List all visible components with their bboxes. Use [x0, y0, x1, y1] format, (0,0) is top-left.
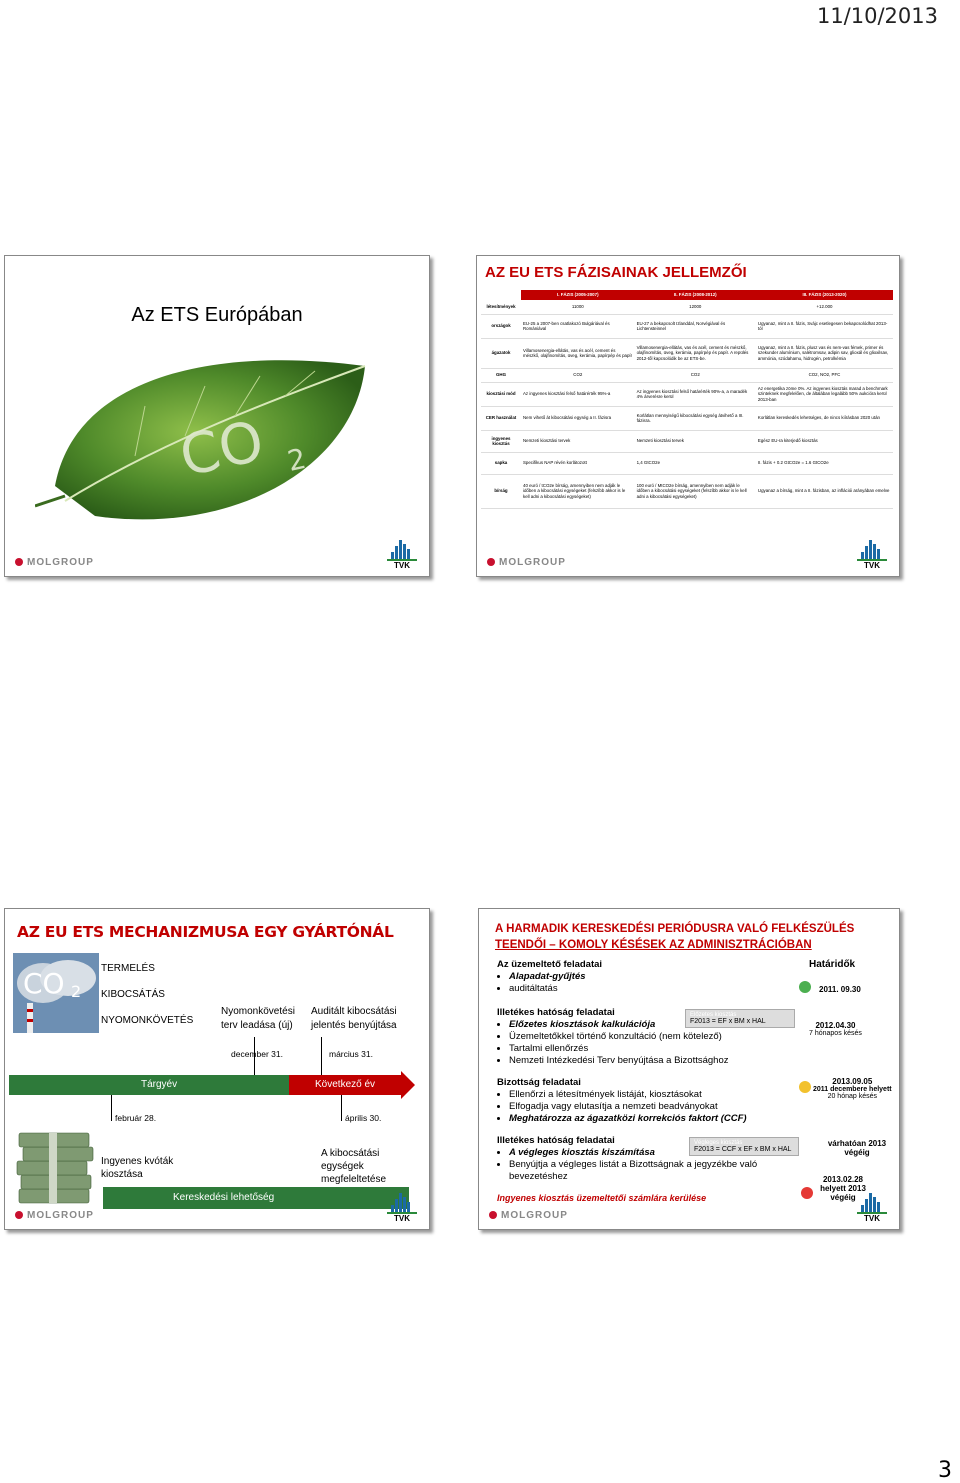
audited-report-label: Auditált kibocsátási jelentés benyújtása — [311, 1006, 397, 1031]
table-row: GHG CO2 CO2 CO2, NO2, PFC — [481, 368, 893, 382]
leaf-co2-image — [35, 336, 395, 536]
deadline-5: 2013.02.28 helyett 2013 végéig — [820, 1175, 866, 1202]
preliminary-formula-box: Előzetes kiosztás F2013 = EF x BM x HAL — [685, 1009, 795, 1028]
deadline-2: 2012.04.30 7 hónapos késés — [809, 1021, 862, 1037]
step-production: TERMELÉS — [101, 963, 155, 974]
section-authority-1: Illetékes hatóság feladatai • Előzetes kiosztások kalkulációja • Üzemeltetőkkel történő konzultáció (nem kötelező) • Tartalmi ellenőrzés • Nemzeti Intézkedési Terv benyújtása a Bizottsághoz — [497, 1007, 729, 1067]
phases-table — [481, 290, 893, 509]
svg-text:2: 2 — [71, 982, 82, 1001]
final-step: Ingyenes kiosztás üzemeltetői számlára kerülése — [497, 1193, 707, 1203]
deadline-4: várhatóan 2013 végéig — [827, 1139, 887, 1157]
svg-text:2: 2 — [284, 441, 309, 478]
free-allocation-label: Ingyenes kvóták kiosztása — [101, 1156, 174, 1180]
mol-logo: MOLGROUP — [487, 557, 566, 568]
table-header-empty — [481, 290, 521, 300]
section-commission: Bizottság feladatai • Ellenőrzi a létesítmények listáját, kiosztásokat • Elfogadja vagy elutasítja a nemzeti beadványokat • Meghatározza az ágazatközi korrekciós faktort (CCF) — [497, 1077, 747, 1125]
smiley-yellow-icon — [799, 1081, 811, 1093]
table-row: országok EU-25 a 2007-ben csatlakozó Bulgáriával és Romániával EU-27 a bekapcsolt Izlanddal, Norvégiával és Lichtensteinnel Ugyanaz, mint a II. fázis, Svájc esetlegesen bekapcsolódhat 2013-tól — [481, 314, 893, 338]
step-monitoring: NYOMONKÖVETÉS — [101, 1015, 194, 1026]
date-mar31: március 31. — [329, 1049, 373, 1059]
final-formula-box: Végleges kiosztás F2013 = CCF x EF x BM x HAL — [689, 1137, 799, 1156]
slide-title: A HARMADIK KERESKEDÉSI PERIÓDUSRA VALÓ FELKÉSZÜLÉS TEENDŐI – KOMOLY KÉSÉSEK AZ ADMINISZTRÁCIÓBAN — [495, 923, 855, 952]
table-header: I. FÁZIS (2005-2007) — [521, 290, 635, 300]
svg-text:CO: CO — [174, 408, 270, 490]
svg-text:CO: CO — [23, 967, 65, 1000]
table-header: II. FÁZIS (2008-2012) — [635, 290, 756, 300]
deadline-3: 2013.09.05 2011 decembere helyett 20 hónap késés — [813, 1077, 892, 1100]
tvk-logo: TVK — [387, 540, 417, 570]
mol-logo: MOLGROUP — [489, 1210, 568, 1221]
header-date: 11/10/2013 — [816, 4, 938, 28]
slide-ets-phases — [476, 255, 900, 577]
next-year-label: Következő év — [315, 1079, 376, 1090]
section-operator: Az üzemeltető feladatai • Alapadat-gyűjtés • auditáltatás — [497, 959, 602, 995]
smiley-green-icon — [799, 981, 811, 993]
monitoring-plan-label: Nyomonkövetési terv leadása (új) — [221, 1006, 295, 1031]
step-emission: KIBOCSÁTÁS — [101, 989, 165, 1000]
table-row: kiosztási mód Az ingyenes kiosztási felső határérték 95%-a Az ingyenes kiosztási felső határérték 90%-a, a maradék 4% árverésre kerül Az energetika zöme 0%. Az ingyenes kiosztás marad a benchmark szinteknek megfelelően, de általában legalább 50% aukcióra kerül 2013-ban — [481, 382, 893, 406]
date-apr30: április 30. — [345, 1113, 382, 1123]
mol-logo: MOLGROUP — [15, 1210, 94, 1221]
slide-ets-europe — [4, 255, 430, 577]
slide-ets-mechanism — [4, 908, 430, 1230]
date-dec31: december 31. — [231, 1049, 283, 1059]
deadline-1: 2011. 09.30 — [819, 985, 861, 994]
mol-logo: MOLGROUP — [15, 557, 94, 568]
smokestack-co2-image — [13, 953, 99, 1033]
section-authority-2: Illetékes hatóság feladatai • A végleges kiosztás kiszámítása • Benyújtja a végleges listát a Bizottságnak a jegyzékbe való bevezetéshez — [497, 1135, 777, 1183]
slide-title: AZ EU ETS FÁZISAINAK JELLEMZŐI — [485, 264, 747, 281]
date-feb28: február 28. — [115, 1113, 157, 1123]
tvk-logo: TVK — [857, 540, 887, 570]
money-stack-image — [15, 1129, 97, 1213]
current-year-label: Tárgyév — [141, 1079, 178, 1090]
page-number: 3 — [938, 1458, 952, 1483]
slide-title: AZ EU ETS MECHANIZMUSA EGY GYÁRTÓNÁL — [17, 923, 394, 941]
deadlines-header: Határidők — [809, 959, 856, 970]
smiley-red-icon — [801, 1187, 813, 1199]
table-header: III. FÁZIS (2013-2020) — [756, 290, 893, 300]
table-row: ingyenes kiosztás Nemzeti kiosztási tervek Nemzeti kiosztási tervek Egész EU-ra kiterjedő kiosztás — [481, 430, 893, 452]
table-row: sapka Specifikus NAP révén korlátozott 1,4 GtCO2e II. fázis + 0.2 GtCO2e = 1.6 GtCO2e — [481, 452, 893, 474]
table-row: CER használat Nem vihető át kibocsátási egység a II. fázisra Korlátlan mennyiségű kibocsátási egység átvihető a III. fázisra. Korlátlan kereskedés lehetséges, de nincs kiírásban 2020 után — [481, 406, 893, 430]
table-row: bírság 40 euró / tCO2e bírság, amennyiben nem adják le időben a kibocsátási egységeket (felszíbb akkor is le kell adni a kibocsátási egységeket) 100 euró / MtCO2e bírság, amennyiben nem adják le időben a kibocsátási egységeket (felszíbb akkor is le kell adni a kibocsátási egységeket) Ugyanaz a bírság, mint a II. fázisban, az inflációi arányában emelve — [481, 474, 893, 508]
table-row: létesítmények 11000 12000 +12.000 — [481, 300, 893, 314]
tvk-logo: TVK — [387, 1193, 417, 1223]
surrender-label: A kibocsátási egységek megfeleltetése — [321, 1148, 387, 1185]
slide-title: Az ETS Európában — [131, 304, 303, 326]
tvk-logo: TVK — [857, 1193, 887, 1223]
slide-third-period — [478, 908, 900, 1230]
trading-bar — [103, 1187, 409, 1209]
table-row: ágazatok Villamosenergia-ellátás, vas és acél, cement és mészkő, olajfinomítás, üveg, kerámia, papírpép és papír Villamosenergia-ellátás, vas és acél, cement és mészkő, olajfinomítás, üveg, kerámia, papírpép és papír. A repülés 2012-től kapcsolódik be az ETS-be. Ugyanaz, mint a II. fázis, plusz vas és nem-vas fémek, primer és szekunder alumínium, salétromsav, adipin sav, glioxál és glioxilsav, ammónia, szódahamu, hidrogén, petrolkémia — [481, 338, 893, 368]
trading-label: Kereskedési lehetőség — [173, 1192, 275, 1203]
